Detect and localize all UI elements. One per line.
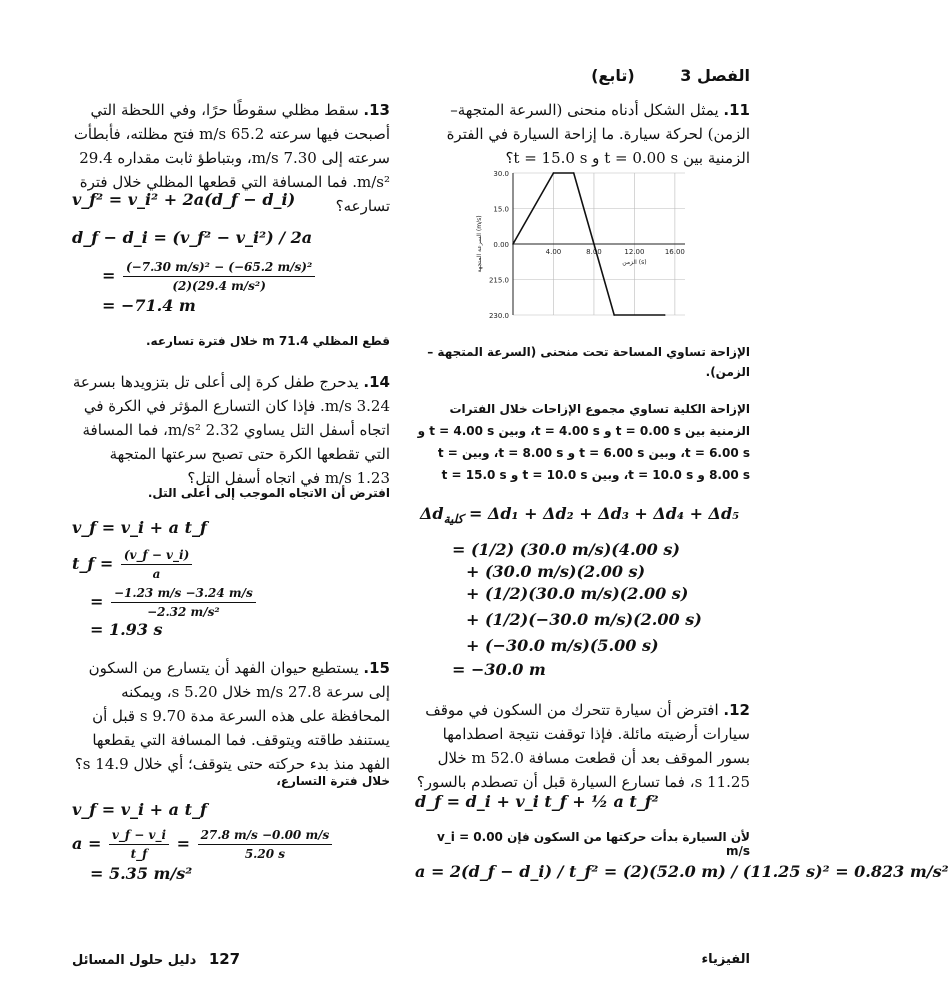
footer-subject: الفيزياء — [701, 952, 750, 967]
question-11 — [410, 98, 750, 170]
numerator: 27.8 m/s −0.00 m/s — [198, 826, 333, 845]
q11-line-5: + (−30.0 m/s)(5.00 s) — [466, 636, 659, 655]
y-axis-label: السرعة المتجهة (m/s) — [476, 215, 483, 273]
chapter-label: الفصل 3 — [680, 66, 750, 85]
q13-eq-2: d_f − d_i = (v_f² − v_i²) / 2a — [72, 228, 313, 247]
y-tick-label: 30.0 — [493, 170, 509, 178]
eq-rhs: = Δd₁ + Δd₂ + Δd₃ + Δd₄ + Δd₅ — [468, 504, 740, 523]
numerator: v_f − v_i — [109, 826, 169, 845]
question-15 — [72, 656, 390, 776]
q13-eq-1: v_f² = v_i² + 2a(d_f − d_i) — [72, 190, 296, 209]
q11-line-4: + (1/2)(−30.0 m/s)(2.00 s) — [466, 610, 702, 629]
chapter-title — [591, 66, 750, 85]
denominator: 5.20 s — [244, 847, 285, 861]
fraction — [123, 258, 315, 295]
q13-answer: قطع المظلي 71.4 m خلال فترة تسارعه. — [146, 334, 390, 348]
data-point — [573, 172, 575, 174]
question-12 — [410, 698, 750, 794]
y-tick-label: 15.0 — [493, 205, 509, 214]
eq-lhs: Δd — [420, 504, 444, 523]
eq2-rhs: = 0.823 m/s² — [835, 862, 949, 881]
question-number: 11. — [723, 101, 750, 119]
numerator: −1.23 m/s −3.24 m/s — [111, 584, 256, 603]
q14-eq-2 — [72, 546, 194, 583]
question-number: 12. — [723, 701, 750, 719]
question-14 — [72, 370, 390, 490]
q11-line-1: = (1/2) (30.0 m/s)(4.00 s) — [452, 540, 680, 559]
x-tick-label: 12.00 — [624, 248, 645, 256]
data-point — [593, 243, 595, 245]
y-tick-label: 0.00 — [493, 241, 509, 249]
x-tick-label: 4.00 — [545, 248, 562, 256]
numerator: (−7.30 m/s)² − (−65.2 m/s)² — [123, 258, 315, 277]
y-tick-label: 215.0 — [488, 276, 509, 285]
y-tick-label: 230.0 — [488, 312, 509, 320]
q14-eq-4: = 1.93 s — [90, 620, 163, 639]
data-point — [613, 314, 615, 316]
q12-note: لأن السيارة بدأت حركتها من السكون فإن v_i = 0.00 m/s — [436, 830, 750, 858]
question-text: سقط مظلي سقوطًا حرًا، وفي اللحظة التي أصبحت فيها سرعته 65.2 m/s فتح مظلته، فأبطأت سرعته إلى 7.30 m/s، وبتباطؤ ثابت مقداره 29.4 m/s². فما المسافة التي قطعها المظلي خلال فترة تسارعه؟ — [73, 101, 390, 215]
fraction-numeric — [198, 826, 333, 863]
question-number: 14. — [363, 373, 390, 391]
eq-sub: كلية — [443, 512, 464, 527]
denominator: (2)(29.4 m/s²) — [172, 279, 266, 293]
q12-eq-1: d_f = d_i + v_i t_f + ½ a t_f² — [415, 792, 659, 811]
denominator: t_f — [130, 847, 148, 861]
q14-note: افترض أن الاتجاه الموجب إلى أعلى التل. — [147, 486, 390, 500]
eq2-lhs: t_f = — [72, 554, 114, 573]
footer-left — [72, 950, 240, 968]
eq2-mid: (2)(52.0 m) / (11.25 s)² — [622, 862, 830, 881]
q15-note: خلال فترة التسارع، — [276, 774, 390, 788]
question-number: 13. — [363, 101, 390, 119]
data-point — [664, 314, 666, 316]
q12-eq-2: a = 2(d_f − d_i) / t_f² = (2)(52.0 m) / (11.25 s)² = 0.823 m/s² — [415, 862, 949, 881]
q11-note-2: الإزاحة الكلية تساوي مجموع الإزاحات خلال الفترات الزمنية بين t = 0.00 s و t = 4.00 s، وبين t = 4.00 s و t = 6.00 s، وبين t = 6.00 s و t = 8.00 s، وبين t = 8.00 s و t = 10.0 s، وبين t = 10.0 s و t = 15.0 s — [417, 402, 750, 482]
q11-result: = −30.0 m — [452, 660, 546, 679]
q13-eq-3: = $\frac{\text{(−7.30 m/s)² − (−65.2 m/s)²}}{\text{(2)(29.4 m/s²)}}$ — [102, 258, 317, 295]
q15-eq-3: = 5.35 m/s² — [90, 864, 193, 883]
q11-eq-main — [420, 504, 739, 526]
numerator: (v_f − v_i) — [121, 546, 192, 565]
q11-note-area — [410, 342, 750, 382]
data-point — [512, 243, 514, 245]
question-text: افترض أن سيارة تتحرك من السكون في موقف سيارات أرضيته مائلة. فإذا توقفت نتيجة اصطدامها بسور الموقف بعد أن قطعت مسافة 52.0 m خلال 11.25 s، فما تسارع السيارة قبل أن تصطدم بالسور؟ — [416, 701, 750, 791]
question-number: 15. — [363, 659, 390, 677]
q15-eq-1: v_f = v_i + a t_f — [72, 800, 207, 819]
chart-svg — [455, 165, 695, 325]
q14-eq-1: v_f = v_i + a t_f — [72, 518, 207, 537]
q11-line-3: + (1/2)(30.0 m/s)(2.00 s) — [466, 584, 689, 603]
denominator: −2.32 m/s² — [147, 605, 220, 619]
x-axis-label: الزمن (s) — [622, 259, 647, 266]
q15-eq-2: a = $\frac{v\_f - v\_i}{t\_f}$ = $\frac{27.8 m/s -0.00 m/s}{5.20 s}$ — [72, 826, 334, 863]
denominator: a — [152, 567, 161, 581]
q13-eq-4: = −71.4 m — [102, 296, 196, 315]
velocity-time-chart — [455, 165, 695, 325]
q11-note-1: الإزاحة تساوي المساحة تحت منحنى (السرعة المتجهة – الزمن). — [427, 345, 750, 379]
eq2-lhs: a = 2(d_f − d_i) / t_f² — [415, 862, 599, 881]
data-point — [553, 172, 555, 174]
continued-label: (تابع) — [591, 66, 635, 85]
guide-label: دليل حلول المسائل — [72, 953, 197, 968]
question-text: يدحرج طفل كرة إلى أعلى تل بتزويدها بسرعة 3.24 m/s. فإذا كان التسارع المؤثر في الكرة في اتجاه أسفل التل يساوي 2.32 m/s²، فما المسافة التي تقطعها الكرة حتى تصبح سرعتها المتجهة 1.23 m/s في اتجاه أسفل التل؟ — [72, 373, 390, 487]
x-tick-label: 8.00 — [586, 248, 602, 256]
fraction — [111, 584, 256, 621]
q14-eq-3: = $\frac{-1.23 m/s -3.24 m/s}{\text{−2.32 m/s²}}$ — [90, 584, 258, 621]
question-text: يستطيع حيوان الفهد أن يتسارع من السكون إلى سرعة 27.8 m/s خلال 5.20 s، ويمكنه المحافظة على هذه السرعة مدة 9.70 s قبل أن يستنفد طاقته ويتوقف. فما المسافة التي يقطعها الفهد منذ بدء حركته حتى يتوقف؛ أي خلال 14.9 s؟ — [74, 659, 390, 773]
fraction — [121, 546, 192, 583]
page-number: 127 — [208, 950, 241, 968]
question-text: يمثل الشكل أدناه منحنى (السرعة المتجهة– الزمن) لحركة سيارة. ما إزاحة السيارة في الفترة الزمنية بين t = 0.00 s و t = 15.0 s؟ — [446, 101, 750, 167]
fraction-symbolic — [109, 826, 169, 863]
q11-line-2: + (30.0 m/s)(2.00 s) — [466, 562, 646, 581]
x-tick-label: 16.00 — [664, 248, 685, 256]
